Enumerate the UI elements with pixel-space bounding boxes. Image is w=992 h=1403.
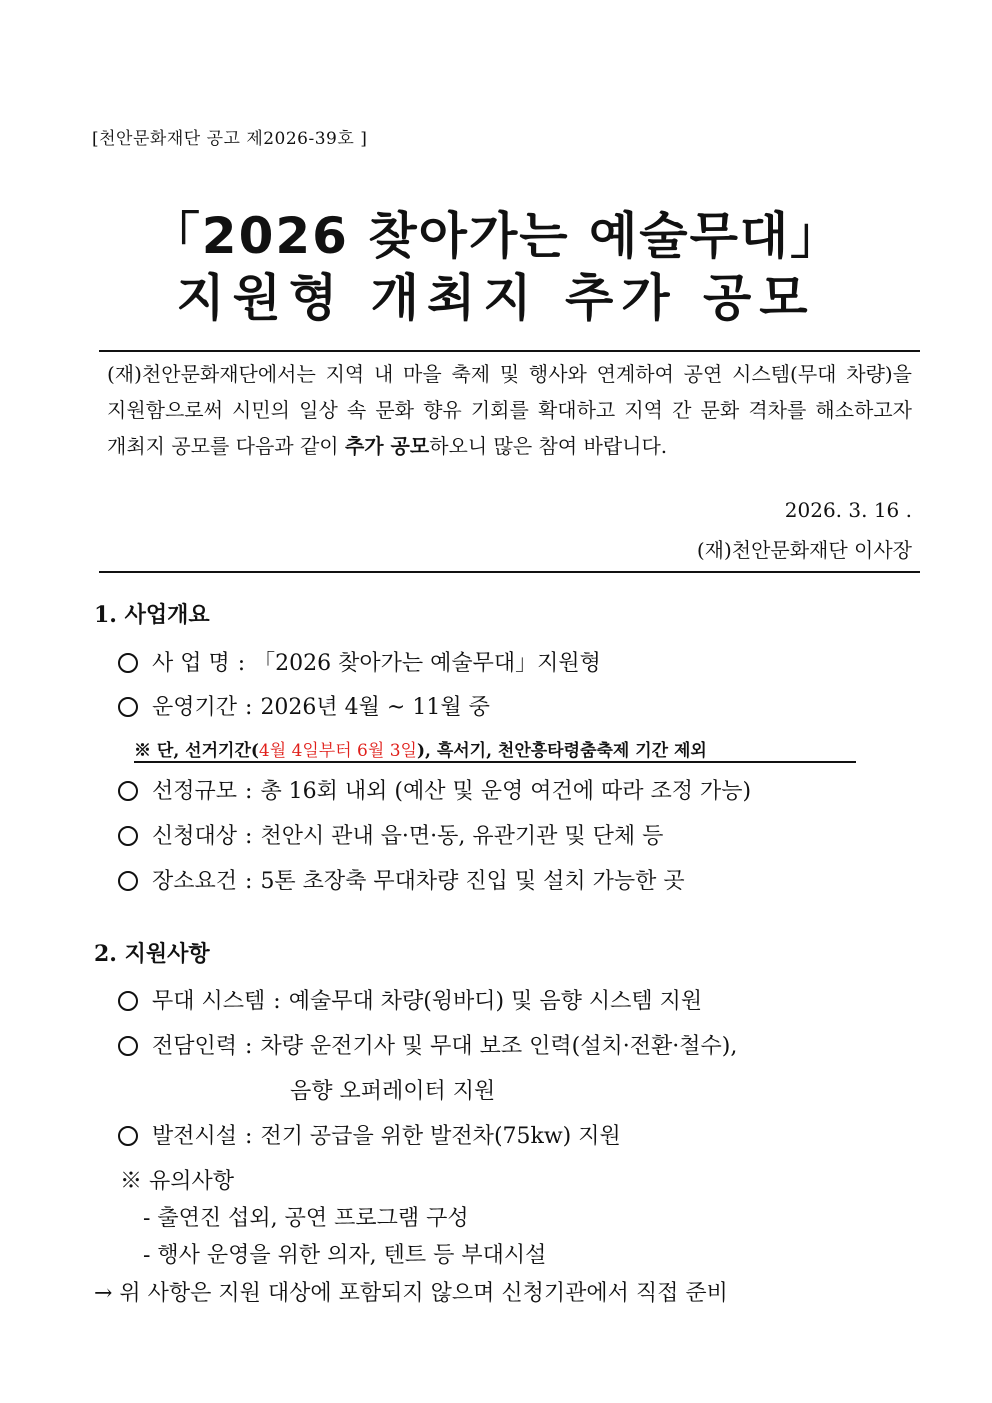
intro-box xyxy=(99,350,920,573)
note-prefix: ※ 단, 선거기간( xyxy=(134,741,259,761)
overview-item-eligibility: 신청대상 : 천안시 관내 읍·면·동, 유관기관 및 단체 등 xyxy=(118,819,663,850)
item-label: 무대 시스템 xyxy=(152,989,266,1014)
item-label: 운영기간 xyxy=(152,695,238,720)
item-value: 전기 공급을 위한 발전차(75kw) 지원 xyxy=(260,1124,621,1149)
note-suffix: ), 흑서기, 천안흥타령춤축제 기간 제외 xyxy=(416,741,707,761)
overview-item-name: 사 업 명 : 「2026 찾아가는 예술무대」지원형 xyxy=(118,646,601,677)
item-label: 신청대상 xyxy=(152,824,238,849)
item-label: 전담인력 xyxy=(152,1034,238,1059)
period-exclusion-note xyxy=(134,736,707,761)
support-item-power: 발전시설 : 전기 공급을 위한 발전차(75kw) 지원 xyxy=(118,1119,621,1150)
overview-item-scale: 선정규모 : 총 16회 내외 (예산 및 운영 여건에 따라 조정 가능) xyxy=(118,774,751,805)
circle-bullet-icon xyxy=(118,991,138,1011)
section1-heading: 1. 사업개요 xyxy=(94,602,210,628)
intro-text-before: (재)천안문화재단에서는 지역 내 마을 축제 및 행사와 연계하여 공연 시스템(무대 차량)을 지원함으로써 시민의 일상 속 문화 향유 기회를 확대하고 지역 간 문화 격차를 해소하고자 개최지 공모를 다음과 같이 xyxy=(107,362,912,458)
overview-item-venue: 장소요건 : 5톤 초장축 무대차량 진입 및 설치 가능한 곳 xyxy=(118,864,685,895)
intro-text-after: 하오니 많은 참여 바랍니다. xyxy=(429,434,668,458)
item-value: 천안시 관내 읍·면·동, 유관기관 및 단체 등 xyxy=(260,824,664,849)
section2-heading: 2. 지원사항 xyxy=(94,941,210,967)
intro-emphasis: 추가 공모 xyxy=(344,434,430,458)
support-item-stage: 무대 시스템 : 예술무대 차량(윙바디) 및 음향 시스템 지원 xyxy=(118,984,702,1015)
note-election-dates: 4월 4일부터 6월 3일 xyxy=(258,741,417,761)
page-title-line2: 지원형 개최지 추가 공모 xyxy=(176,269,816,327)
item-value: 「2026 찾아가는 예술무대」지원형 xyxy=(253,651,601,676)
page-title-line1: 「2026 찾아가는 예술무대」 xyxy=(149,207,843,265)
intro-paragraph xyxy=(107,356,912,464)
notice-date: 2026. 3. 16 . xyxy=(784,498,912,522)
circle-bullet-icon xyxy=(118,781,138,801)
item-label: 장소요건 xyxy=(152,869,238,894)
circle-bullet-icon xyxy=(118,1036,138,1056)
caution-item: - 출연진 섭외, 공연 프로그램 구성 xyxy=(143,1206,469,1231)
caution-heading: ※ 유의사항 xyxy=(120,1169,235,1194)
item-label: 선정규모 xyxy=(152,779,238,804)
item-value: 2026년 4월 ~ 11월 중 xyxy=(260,695,490,720)
circle-bullet-icon xyxy=(118,871,138,891)
caution-conclusion: → 위 사항은 지원 대상에 포함되지 않으며 신청기관에서 직접 준비 xyxy=(94,1281,728,1306)
item-value: 차량 운전기사 및 무대 보조 인력(설치·전환·철수), xyxy=(260,1034,738,1059)
overview-item-period: 운영기간 : 2026년 4월 ~ 11월 중 xyxy=(118,690,490,721)
circle-bullet-icon xyxy=(118,697,138,717)
support-item-staff: 전담인력 : 차량 운전기사 및 무대 보조 인력(설치·전환·철수), xyxy=(118,1029,737,1060)
item-value: 예술무대 차량(윙바디) 및 음향 시스템 지원 xyxy=(288,989,703,1014)
circle-bullet-icon xyxy=(118,653,138,673)
notice-signatory: (재)천안문화재단 이사장 xyxy=(696,538,912,562)
note-underline xyxy=(134,761,856,763)
item-value: 총 16회 내외 (예산 및 운영 여건에 따라 조정 가능) xyxy=(260,779,752,804)
support-item-staff-continued: 음향 오퍼레이터 지원 xyxy=(290,1079,496,1104)
circle-bullet-icon xyxy=(118,1126,138,1146)
circle-bullet-icon xyxy=(118,826,138,846)
item-label: 발전시설 xyxy=(152,1124,238,1149)
item-label: 사 업 명 xyxy=(152,651,230,676)
item-value: 5톤 초장축 무대차량 진입 및 설치 가능한 곳 xyxy=(260,869,685,894)
notice-number: [천안문화재단 공고 제2026-39호 ] xyxy=(92,129,368,149)
caution-item: - 행사 운영을 위한 의자, 텐트 등 부대시설 xyxy=(143,1243,547,1268)
